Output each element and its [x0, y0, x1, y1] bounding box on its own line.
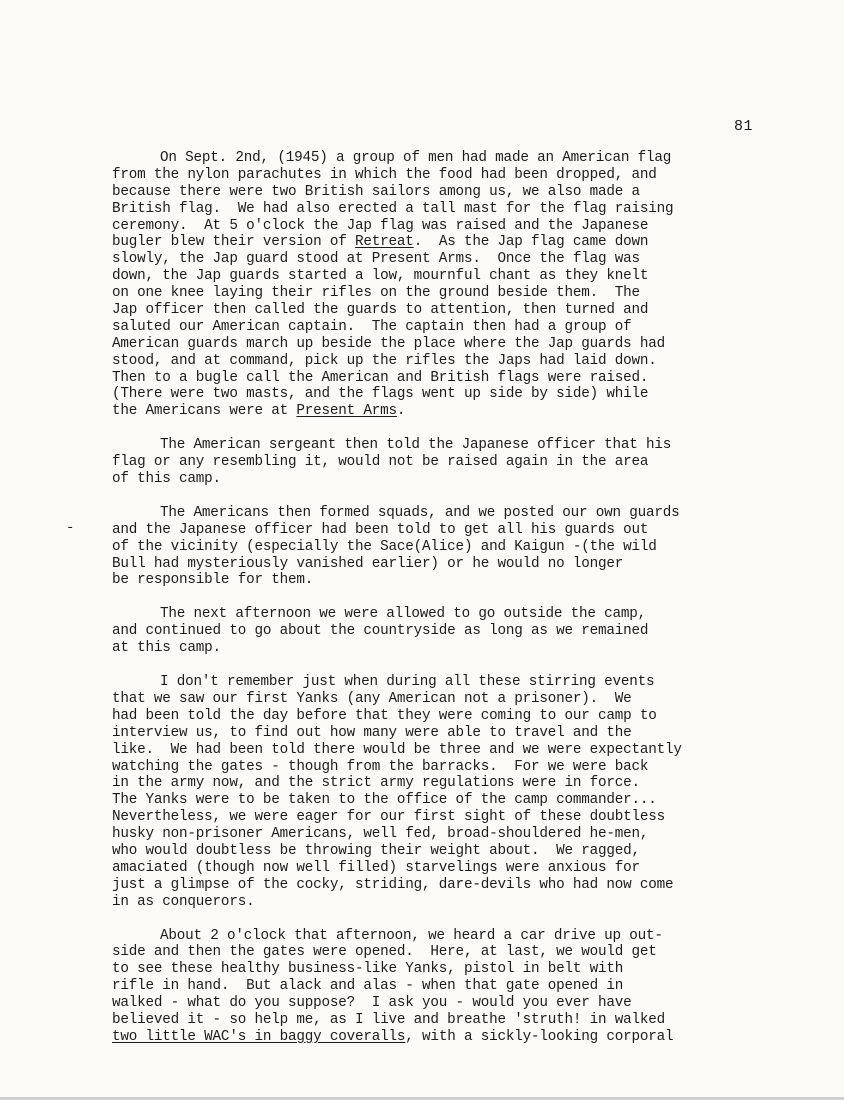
text-segment: British flag. We had also erected a tall mast for the flag raising: [112, 200, 674, 217]
text-line: [112, 759, 802, 776]
text-line: [112, 353, 802, 370]
underlined-phrase: Retreat: [355, 234, 414, 251]
text-segment: The next afternoon we were allowed to go outside the camp,: [160, 606, 647, 623]
text-line: [112, 606, 802, 623]
text-segment: and continued to go about the countryside as long as we remained: [112, 623, 649, 640]
text-segment: like. We had been told there would be three and we were expectantly: [112, 741, 682, 758]
text-segment: watching the gates - though from the barracks. For we were back: [112, 758, 649, 775]
text-segment: , with a sickly-looking corporal: [405, 1028, 674, 1045]
text-segment: of the vicinity (especially the Sace(Alice) and Kaigun -(the wild: [112, 538, 657, 555]
text-segment: on one knee laying their rifles on the ground beside them. The: [112, 285, 640, 302]
text-line: [112, 640, 802, 657]
text-line: [112, 454, 802, 471]
paragraph: [112, 150, 802, 420]
text-segment: and the Japanese officer had been told to get all his guards out: [112, 521, 649, 538]
text-line: [112, 978, 802, 995]
text-segment: flag or any resembling it, would not be raised again in the area: [112, 454, 649, 471]
text-segment: .: [396, 403, 406, 420]
text-line: [112, 370, 802, 387]
text-line: [112, 860, 802, 877]
text-segment: The Americans then formed squads, and we posted our own guards: [160, 504, 680, 521]
text-line: [112, 201, 802, 218]
text-segment: Then to a bugle call the American and British flags were raised.: [112, 369, 649, 386]
body-text: [112, 150, 802, 1063]
text-segment: The American sergeant then told the Japanese officer that his: [160, 437, 672, 454]
text-segment: interview us, to find out how many were able to travel and the: [112, 724, 632, 741]
text-line: [112, 928, 802, 945]
text-segment: The Yanks were to be taken to the office of the camp commander...: [112, 792, 657, 809]
text-line: [112, 251, 802, 268]
text-segment: the Americans were at: [112, 403, 297, 420]
text-line: [112, 742, 802, 759]
paragraph: [112, 928, 802, 1046]
text-line: [112, 674, 802, 691]
text-line: [112, 792, 802, 809]
paragraph: [112, 606, 802, 657]
paragraph: [112, 505, 802, 589]
text-line: [112, 234, 802, 251]
text-segment: that we saw our first Yanks (any American not a prisoner). We: [112, 690, 632, 707]
text-line: [112, 471, 802, 488]
text-line: [112, 539, 802, 556]
text-segment: in as conquerors.: [112, 893, 255, 910]
text-segment: believed it - so help me, as I live and breathe 'struth! in walked: [112, 1011, 666, 1028]
text-line: [112, 184, 802, 201]
paragraph: [112, 437, 802, 488]
text-segment: About 2 o'clock that afternoon, we heard a car drive up out-: [160, 927, 663, 944]
page-number: 81: [734, 118, 754, 135]
text-segment: amaciated (though now well filled) starvelings were anxious for: [112, 859, 640, 876]
text-line: [112, 894, 802, 911]
text-line: [112, 218, 802, 235]
text-line: [112, 877, 802, 894]
text-segment: stood, and at command, pick up the rifles the Japs had laid down.: [112, 352, 657, 369]
text-segment: just a glimpse of the cocky, striding, dare-devils who had now come: [112, 876, 674, 893]
text-segment: slowly, the Jap guard stood at Present Arms. Once the flag was: [112, 251, 640, 268]
text-line: [112, 995, 802, 1012]
text-segment: On Sept. 2nd, (1945) a group of men had made an American flag: [160, 150, 672, 166]
text-segment: at this camp.: [112, 640, 221, 657]
text-line: [112, 403, 802, 420]
text-line: [112, 843, 802, 860]
text-line: [112, 809, 802, 826]
text-line: [112, 944, 802, 961]
margin-mark: -: [66, 520, 75, 536]
paragraph: [112, 674, 802, 910]
text-segment: of this camp.: [112, 471, 221, 488]
text-segment: in the army now, and the strict army regulations were in force.: [112, 775, 640, 792]
text-segment: I don't remember just when during all these stirring events: [160, 674, 655, 691]
text-line: [112, 961, 802, 978]
text-line: [112, 556, 802, 573]
text-line: [112, 386, 802, 403]
underlined-phrase: two little WAC's in baggy coveralls: [112, 1028, 406, 1045]
text-segment: who would doubtless be throwing their weight about. We ragged,: [112, 842, 640, 859]
text-line: [112, 505, 802, 522]
text-line: [112, 336, 802, 353]
text-line: [112, 150, 802, 167]
text-segment: ceremony. At 5 o'clock the Jap flag was raised and the Japanese: [112, 217, 649, 234]
text-segment: walked - what do you suppose? I ask you - would you ever have: [112, 995, 632, 1012]
text-segment: saluted our American captain. The captain then had a group of: [112, 318, 632, 335]
text-segment: to see these healthy business-like Yanks, pistol in belt with: [112, 961, 624, 978]
text-segment: side and then the gates were opened. Here, at last, we would get: [112, 944, 657, 961]
text-segment: American guards march up beside the place where the Jap guards had: [112, 335, 666, 352]
text-line: [112, 826, 802, 843]
text-segment: Nevertheless, we were eager for our first sight of these doubtless: [112, 809, 666, 826]
text-segment: bugler blew their version of: [112, 234, 356, 251]
text-segment: rifle in hand. But alack and alas - when that gate opened in: [112, 978, 624, 995]
text-segment: Bull had mysteriously vanished earlier) or he would no longer: [112, 555, 624, 572]
text-segment: husky non-prisoner Americans, well fed, broad-shouldered he-men,: [112, 826, 649, 843]
text-segment: had been told the day before that they were coming to our camp to: [112, 707, 657, 724]
text-segment: from the nylon parachutes in which the food had been dropped, and: [112, 166, 657, 183]
text-line: [112, 1012, 802, 1029]
text-line: [112, 167, 802, 184]
text-segment: . As the Jap flag came down: [413, 234, 649, 251]
text-line: [112, 725, 802, 742]
text-line: [112, 708, 802, 725]
text-line: [112, 268, 802, 285]
text-segment: Jap officer then called the guards to attention, then turned and: [112, 302, 649, 319]
text-line: [112, 691, 802, 708]
text-line: [112, 1029, 802, 1046]
text-line: [112, 522, 802, 539]
text-segment: be responsible for them.: [112, 572, 314, 589]
text-line: [112, 319, 802, 336]
text-line: [112, 437, 802, 454]
text-segment: because there were two British sailors among us, we also made a: [112, 183, 640, 200]
underlined-phrase: Present Arms: [296, 403, 397, 420]
text-line: [112, 572, 802, 589]
text-line: [112, 775, 802, 792]
text-line: [112, 285, 802, 302]
text-line: [112, 623, 802, 640]
text-segment: down, the Jap guards started a low, mournful chant as they knelt: [112, 268, 649, 285]
text-segment: (There were two masts, and the flags went up side by side) while: [112, 386, 649, 403]
text-line: [112, 302, 802, 319]
